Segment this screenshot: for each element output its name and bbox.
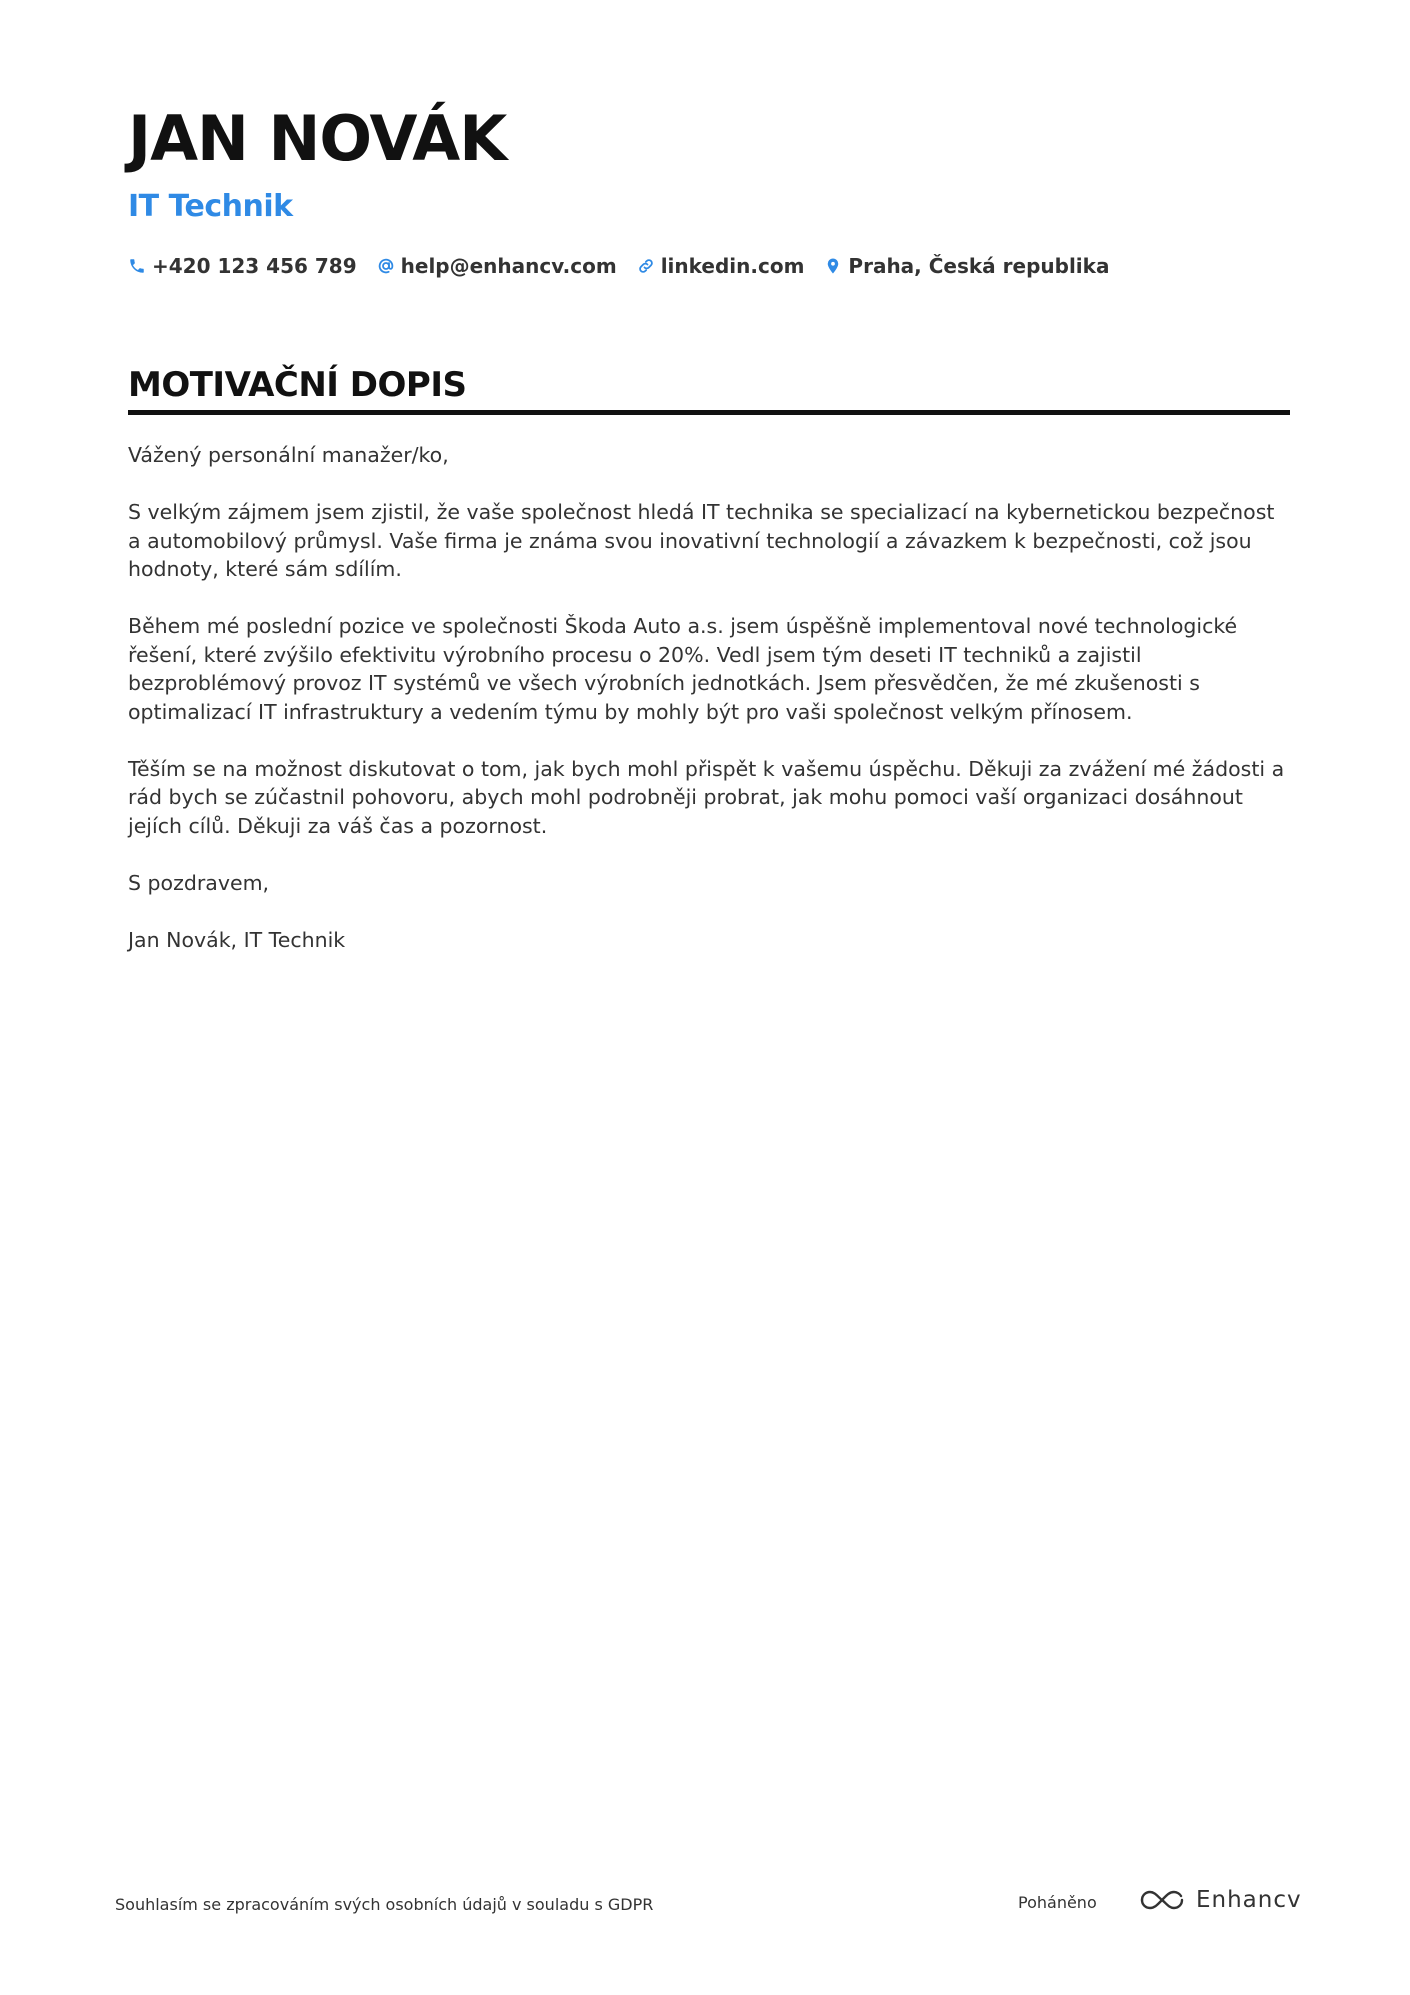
gdpr-consent: Souhlasím se zpracováním svých osobních údajů v souladu s GDPR — [115, 1895, 654, 1914]
candidate-name: JAN NOVÁK — [128, 102, 507, 175]
section-divider — [128, 410, 1290, 415]
letter-closing: S pozdravem, — [128, 870, 270, 895]
contact-location-text: Praha, Česká republika — [848, 254, 1110, 278]
phone-icon — [128, 257, 146, 275]
section-title: MOTIVAČNÍ DOPIS — [128, 365, 467, 405]
letter-body — [128, 441, 1290, 983]
contact-email[interactable] — [377, 254, 617, 278]
letter-paragraph: Během mé poslední pozice ve společnosti Škoda Auto a.s. jsem úspěšně implementoval nové technologické řešení, které zvýšilo efektivitu výrobního procesu o 20%. Vedl jsem tým deseti IT techniků a zajistil bezproblémový provoz IT systémů ve všech výrobních jednotkách. Jsem přesvědčen, že mé zkušenosti s optimalizací IT infrastruktury a vedením týmu by mohly být pro vaši společnost velkým přínosem. — [128, 614, 1238, 724]
contact-linkedin-text: linkedin.com — [660, 254, 805, 278]
contact-phone — [128, 254, 357, 278]
contact-linkedin[interactable] — [637, 254, 805, 278]
at-icon — [377, 257, 395, 275]
brand-name: Enhancv — [1196, 1887, 1302, 1913]
contact-bar — [128, 254, 1129, 278]
contact-location — [824, 254, 1109, 278]
powered-by-label: Poháněno — [1018, 1893, 1097, 1912]
letter-paragraph: Těším se na možnost diskutovat o tom, jak bych mohl přispět k vašemu úspěchu. Děkuji za zvážení mé žádosti a rád bych se zúčastnil pohovoru, abych mohl podrobněji probrat, jak mohu pomoci vaší organizaci dosáhnout jejích cílů. Děkuji za váš čas a pozornost. — [128, 756, 1285, 838]
candidate-title: IT Technik — [128, 189, 293, 224]
letter-paragraph: S velkým zájmem jsem zjistil, že vaše společnost hledá IT technika se specializací na kybernetickou bezpečnost a automobilový průmysl. Vaše firma je známa svou inovativní technologií a závazkem k bezpečnosti, což jsou hodnoty, které sám sdílím. — [128, 500, 1275, 581]
contact-email-text: help@enhancv.com — [400, 254, 617, 278]
link-icon — [637, 257, 655, 275]
location-pin-icon — [824, 257, 842, 275]
letter-greeting: Vážený personální manažer/ko, — [128, 443, 449, 467]
contact-phone-text: +420 123 456 789 — [152, 254, 357, 278]
letter-signature: Jan Novák, IT Technik — [128, 927, 346, 952]
brand-link[interactable] — [1138, 1886, 1302, 1914]
enhancv-logo-icon — [1138, 1886, 1186, 1914]
